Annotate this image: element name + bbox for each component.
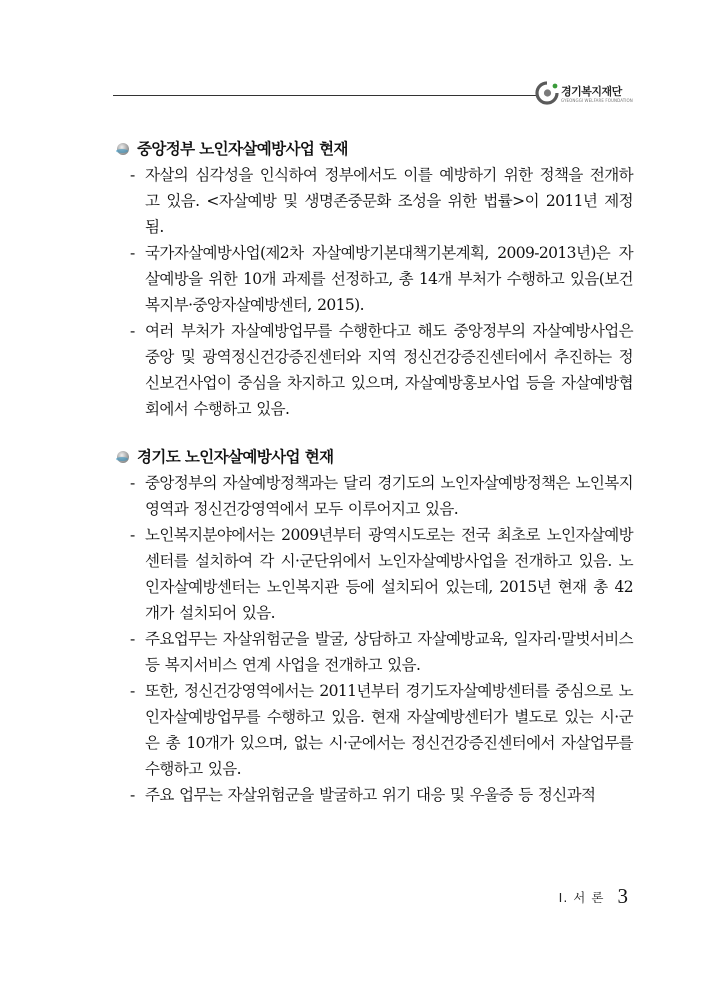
dash-marker: - (130, 244, 135, 262)
document-body (113, 136, 633, 808)
list-item (113, 782, 633, 808)
section-heading (113, 136, 633, 162)
header-rule (113, 95, 538, 96)
foundation-logo (534, 80, 644, 108)
list-item (113, 522, 633, 626)
item-text: 국가자살예방사업(제2차 자살예방기본대책기본계획, 2009-2013년)은 자살예방을 위한 10개 과제를 선정하고, 총 14개 부처가 수행하고 있음(보건복지부·중앙자살예방센터, 2015). (145, 244, 633, 314)
list-item (113, 470, 633, 522)
item-text: 주요 업무는 자살위험군을 발굴하고 위기 대응 및 우울증 등 정신과적 (145, 786, 596, 804)
item-text: 자살의 심각성을 인식하여 정부에서도 이를 예방하기 위한 정책을 전개하고 있음. <자살예방 및 생명존중문화 조성을 위한 법률>이 2011년 제정됨. (145, 166, 633, 236)
dash-marker: - (130, 682, 135, 700)
section-heading (113, 444, 633, 470)
dash-marker: - (130, 474, 135, 492)
section-title: 경기도 노인자살예방사업 현재 (137, 447, 334, 466)
foundation-logo-icon (534, 80, 560, 106)
bullet-list (113, 162, 633, 422)
dash-marker: - (130, 786, 135, 804)
item-text: 또한, 정신건강영역에서는 2011년부터 경기도자살예방센터를 중심으로 노인자살예방업무를 수행하고 있음. 현재 자살예방센터가 별도로 있는 시·군은 총 10개가 있으며, 없는 시·군에서는 정신건강증진센터에서 자살업무를 수행하고 있음. (145, 682, 633, 778)
logo-subtitle: GYEONGGI WELFARE FOUNDATION (561, 98, 633, 103)
section-title: 중앙정부 노인자살예방사업 현재 (137, 139, 348, 158)
section-central-government (113, 136, 633, 422)
item-text: 여러 부처가 자살예방업무를 수행한다고 해도 중앙정부의 자살예방사업은 중앙 및 광역정신건강증진센터와 지역 정신건강증진센터에서 추진하는 정신보건사업이 중심을 차지하고 있으며, 자살예방홍보사업 등을 자살예방협회에서 수행하고 있음. (145, 322, 633, 418)
dash-marker: - (130, 166, 135, 184)
list-item (113, 240, 633, 318)
item-text: 중앙정부의 자살예방정책과는 달리 경기도의 노인자살예방정책은 노인복지영역과 정신건강영역에서 모두 이루어지고 있음. (145, 474, 633, 518)
item-text: 노인복지분야에서는 2009년부터 광역시도로는 전국 최초로 노인자살예방센터를 설치하여 각 시·군단위에서 노인자살예방사업을 전개하고 있음. 노인자살예방센터는 노인복지관 등에 설치되어 있는데, 2015년 현재 총 42개가 설치되어 있음. (145, 526, 633, 622)
dash-marker: - (130, 322, 135, 340)
chapter-label: Ⅰ. 서 론 (558, 889, 605, 905)
sphere-bullet-icon (116, 450, 130, 464)
section-gyeonggi (113, 444, 633, 808)
list-item (113, 162, 633, 240)
logo-name: 경기복지재단 (561, 85, 622, 98)
item-text: 주요업무는 자살위험군을 발굴, 상담하고 자살예방교육, 일자리·말벗서비스 등 복지서비스 연계 사업을 전개하고 있음. (145, 630, 633, 674)
list-item (113, 678, 633, 782)
dash-marker: - (130, 526, 135, 544)
dash-marker: - (130, 630, 135, 648)
sphere-bullet-icon (116, 142, 130, 156)
list-item (113, 626, 633, 678)
list-item (113, 318, 633, 422)
bullet-list (113, 470, 633, 808)
page-number: 3 (617, 884, 628, 908)
page-footer (559, 884, 628, 912)
